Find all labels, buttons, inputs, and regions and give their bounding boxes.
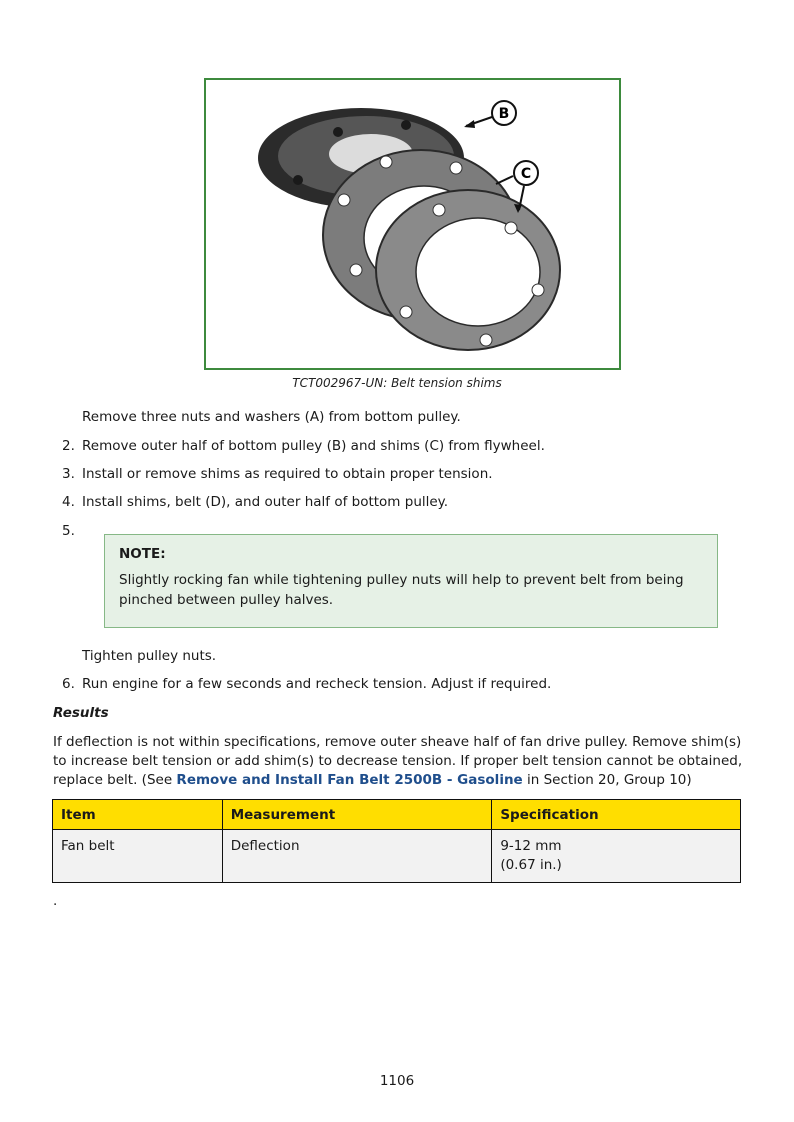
step-6 [62, 675, 734, 693]
header-item: Item [53, 800, 223, 830]
page-number: 1106 [379, 1073, 415, 1089]
step-number: 4. [62, 494, 75, 510]
cell-measurement: Deflection [222, 830, 492, 883]
results-text: If deflection is not within specifications, remove outer sheave half of fan drive pulley. Remove shim(s) to increase belt tension or add shim(s) to decrease tension. If proper belt tension cannot be obtained, replace belt. (See [53, 734, 743, 788]
specification-table [52, 799, 741, 883]
spec-metric: 9-12 mm [500, 838, 562, 854]
step-text: Remove outer half of bottom pulley (B) and shims (C) from flywheel. [82, 438, 545, 454]
cell-specification [492, 830, 741, 883]
header-specification: Specification [492, 800, 741, 830]
callout-c-label: C [520, 166, 532, 182]
callout-b-label: B [498, 106, 510, 122]
trailing-dot: . [53, 893, 58, 909]
spec-imperial: (0.67 in.) [500, 857, 562, 873]
shims-illustration [206, 80, 619, 368]
belt-tension-shims-figure [204, 78, 621, 370]
note-body: Slightly rocking fan while tightening pulley nuts will help to prevent belt from being pinched between pulley halves. [119, 572, 684, 608]
header-measurement: Measurement [222, 800, 492, 830]
figure-caption: TCT002967-UN: Belt tension shims [292, 376, 502, 390]
results-paragraph [53, 733, 743, 790]
step-2 [62, 437, 734, 455]
callout-c-leader-1 [496, 176, 513, 184]
table-header-row [53, 800, 741, 830]
table-row [53, 830, 741, 883]
note-title: NOTE: [119, 546, 166, 562]
step-number: 6. [62, 676, 75, 692]
cell-item: Fan belt [53, 830, 223, 883]
step-3 [62, 465, 734, 483]
fan-belt-procedure-link[interactable]: Remove and Install Fan Belt 2500B - Gasoline [176, 772, 523, 788]
step-number: 2. [62, 438, 75, 454]
step-number: 3. [62, 466, 75, 482]
step-text: Run engine for a few seconds and recheck tension. Adjust if required. [82, 676, 552, 692]
results-heading: Results [53, 705, 109, 721]
step-number: 5. [62, 523, 75, 539]
step-text: Remove three nuts and washers (A) from bottom pulley. [82, 409, 461, 425]
step-text: Install shims, belt (D), and outer half of bottom pulley. [82, 494, 449, 510]
step-5-text: Tighten pulley nuts. [82, 648, 217, 664]
shim-2 [376, 190, 560, 350]
results-text-after: in Section 20, Group 10) [522, 772, 692, 788]
step-text: Install or remove shims as required to obtain proper tension. [82, 466, 493, 482]
step-1 [62, 408, 734, 426]
step-4 [62, 493, 734, 511]
note-box [104, 534, 718, 628]
